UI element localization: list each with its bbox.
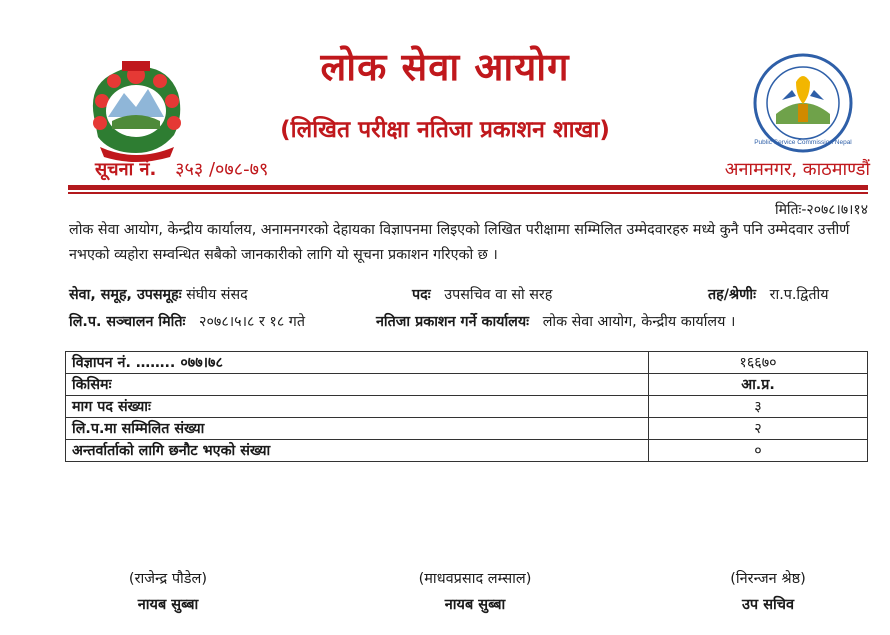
info-post xyxy=(412,285,552,304)
notice-number xyxy=(95,157,268,181)
table-value: ० xyxy=(649,440,868,462)
signature-block-1 xyxy=(68,566,268,618)
table-row xyxy=(66,418,868,440)
info-service xyxy=(69,285,248,304)
table-row xyxy=(66,440,868,462)
notice-date: मितिः-२०७८।७।१४ xyxy=(774,202,868,218)
signature-role: नायब सुब्बा xyxy=(137,597,199,613)
location: अनामनगर, काठमाण्डौं xyxy=(724,159,870,180)
table-row xyxy=(66,396,868,418)
info-level-label: तह/श्रेणीः xyxy=(708,287,757,303)
table-key: अन्तर्वार्ताको लागि छनौट भएको संख्या xyxy=(66,440,649,462)
info-office-value: लोक सेवा आयोग, केन्द्रीय कार्यालय । xyxy=(542,314,736,330)
table-key: किसिमः xyxy=(66,374,649,396)
result-table xyxy=(65,351,868,462)
notice-value: ३५३ /०७८-७९ xyxy=(175,159,269,180)
info-exam-date xyxy=(69,312,305,331)
info-office xyxy=(376,312,735,331)
info-post-label: पदः xyxy=(412,287,431,303)
header-divider-thin xyxy=(68,192,868,194)
psc-logo-text: Public Service Commission Nepal xyxy=(754,139,852,146)
info-exam-date-value: २०७८।५।८ र १८ गते xyxy=(199,314,306,330)
signature-name: (निरन्जन श्रेष्ठ) xyxy=(730,571,806,587)
signature-block-3 xyxy=(668,566,868,618)
table-value: १६६७० xyxy=(649,352,868,374)
header-divider xyxy=(68,185,868,190)
info-exam-date-label: लि.प. सञ्चालन मितिः xyxy=(69,314,186,330)
info-service-value: संघीय संसद xyxy=(186,287,248,303)
notice-paragraph: लोक सेवा आयोग, केन्द्रीय कार्यालय, अनामनगरको देहायका विज्ञापनमा लिइएको लिखित परीक्षामा सम्मिलित उम्मेदवारहरु मध्ये कुनै पनि उम्मेदवार उत्तीर्ण नभएको व्यहोरा सम्वन्धित सबैको जानकारीको लागि यो सूचना प्रकाशन गरिएको छ । xyxy=(69,222,850,263)
signature-name: (माधवप्रसाद लम्साल) xyxy=(418,571,532,587)
table-value: २ xyxy=(649,418,868,440)
table-key: विज्ञापन नं. …….. ०७७।७८ xyxy=(66,352,649,374)
table-key: माग पद संख्याः xyxy=(66,396,649,418)
info-level xyxy=(708,285,828,304)
table-value: ३ xyxy=(649,396,868,418)
table-row xyxy=(66,352,868,374)
page-title: लोक सेवा आयोग xyxy=(320,45,570,89)
table-key: लि.प.मा सम्मिलित संख्या xyxy=(66,418,649,440)
table-value: आ.प्र. xyxy=(649,374,868,396)
signature-block-2 xyxy=(375,566,575,618)
signature-name: (राजेन्द्र पौडेल) xyxy=(128,571,208,587)
info-service-label: सेवा, समूह, उपसमूहः xyxy=(69,287,182,303)
signature-role: उप सचिव xyxy=(741,597,795,613)
info-level-value: रा.प.द्वितीय xyxy=(769,287,829,303)
page-subtitle: (लिखित परीक्षा नतिजा प्रकाशन शाखा) xyxy=(280,117,610,143)
info-office-label: नतिजा प्रकाशन गर्ने कार्यालयः xyxy=(376,314,530,330)
table-row xyxy=(66,374,868,396)
notice-label: सूचना नं. xyxy=(95,159,157,180)
signature-role: नायब सुब्बा xyxy=(444,597,506,613)
info-post-value: उपसचिव वा सो सरह xyxy=(444,287,553,303)
